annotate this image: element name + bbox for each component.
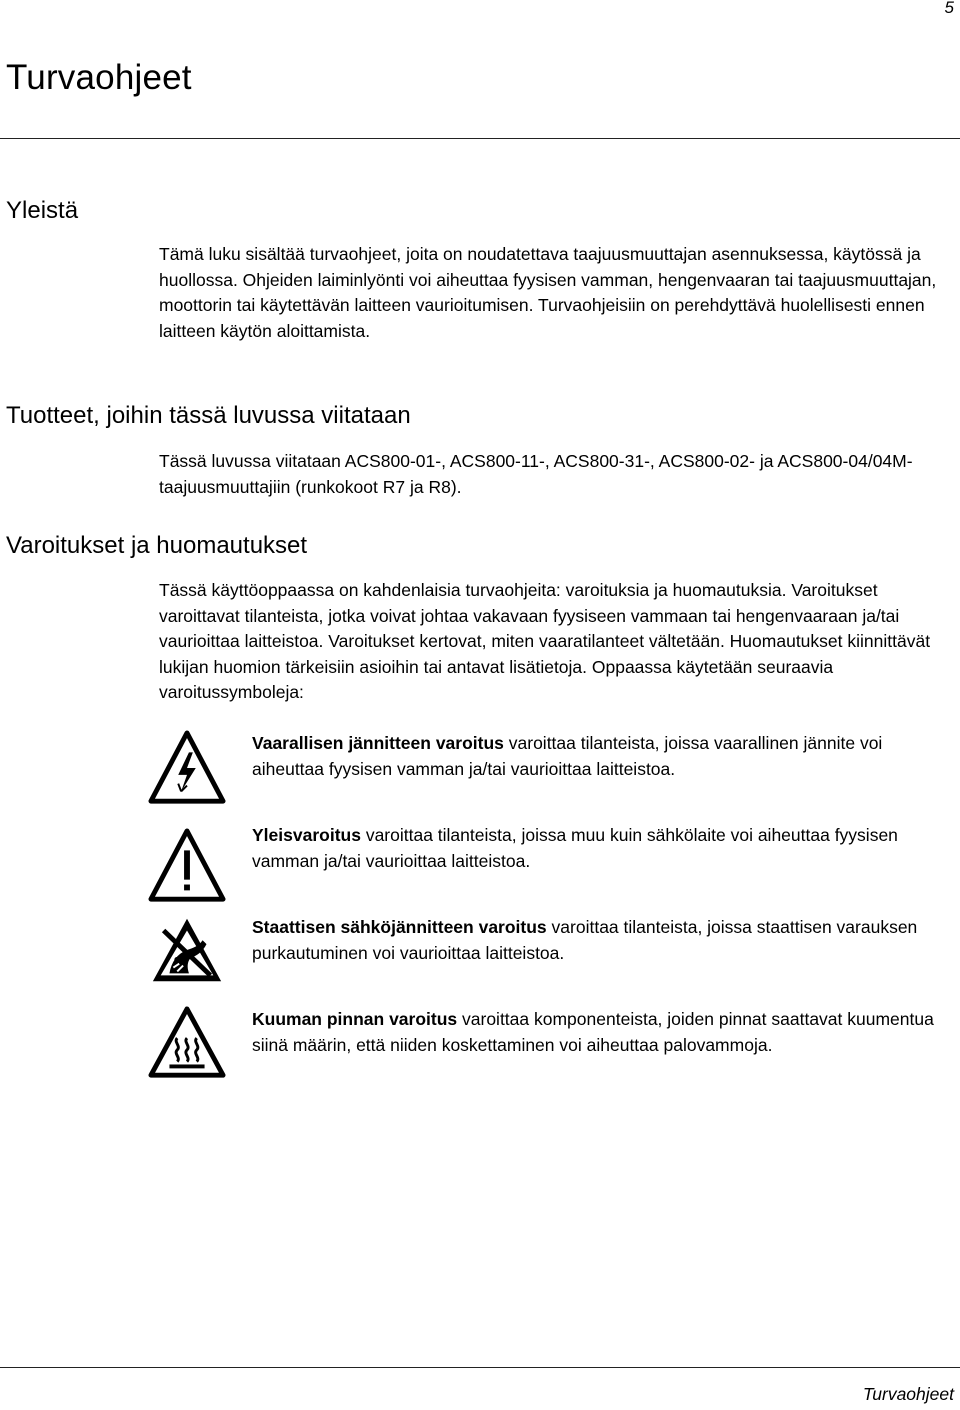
general-warning-icon (148, 827, 226, 905)
footer-divider (0, 1367, 960, 1368)
footer-chapter-title: Turvaohjeet (862, 1384, 954, 1404)
warning-text (252, 823, 942, 874)
hot-surface-warning-icon (148, 1005, 226, 1083)
header-divider (0, 138, 960, 139)
warning-title: Yleisvaroitus (252, 825, 361, 845)
section-body-tuotteet: Tässä luvussa viitataan ACS800-01-, ACS800-11-, ACS800-31-, ACS800-02- ja ACS800-04/04M-taajuusmuuttajiin (runkokoot R7 ja R8). (159, 451, 913, 497)
section-heading-yleista: Yleistä (6, 197, 79, 224)
high-voltage-warning-icon (148, 729, 226, 807)
warning-text (252, 1007, 942, 1058)
section-body-yleista: Tämä luku sisältää turvaohjeet, joita on noudatettava taajuusmuuttajan asennuksessa, käytössä ja huollossa. Ohjeiden laiminlyönti voi aiheuttaa fyysisen vamman, hengenvaaran tai taajuusmuuttajan, moottorin tai käytettävän laitteen vaurioitumisen. Turvaohjeisiin on perehdyttävä huolellisesti ennen laitteen käytön aloittamista. (159, 244, 937, 341)
warning-title: Staattisen sähköjännitteen varoitus (252, 917, 547, 937)
warning-description: varoittaa komponenteista, joiden pinnat saattavat kuumentua siinä määrin, että niiden koskettaminen voi aiheuttaa palovammoja. (252, 1009, 934, 1055)
warning-description: varoittaa tilanteista, joissa vaarallinen jännite voi aiheuttaa fyysisen vamman ja/tai vaurioittaa laitteistoa. (252, 733, 883, 779)
section-heading-varoitukset: Varoitukset ja huomautukset (6, 532, 308, 559)
chapter-title: Turvaohjeet (6, 58, 192, 97)
warning-text (252, 731, 942, 782)
section-body-varoitukset: Tässä käyttöoppaassa on kahdenlaisia turvaohjeita: varoituksia ja huomautuksia. Varoitukset varoittavat tilanteista, jotka voivat johtaa vakavaan fyysiseen vammaan tai hengenvaaraan ja/tai vaurioittaa laitteistoa. Varoitukset kertovat, miten vaaratilanteet vältetään. Huomautukset kiinnittävät lukijan huomion tärkeisiin asioihin tai antavat lisätietoja. Oppaassa käytetään seuraavia varoitussymboleja: (159, 580, 931, 702)
page-number: 5 (944, 0, 954, 17)
section-heading-tuotteet: Tuotteet, joihin tässä luvussa viitataan (6, 402, 411, 429)
warning-description: varoittaa tilanteista, joissa muu kuin sähkölaite voi aiheuttaa fyysisen vamman ja/tai vaurioittaa laitteistoa. (252, 825, 898, 871)
warning-title: Kuuman pinnan varoitus (252, 1009, 458, 1029)
warning-description: varoittaa tilanteista, joissa staattisen varauksen purkautuminen voi vaurioittaa laitteistoa. (252, 917, 918, 963)
warning-title: Vaarallisen jännitteen varoitus (252, 733, 504, 753)
warning-text (252, 915, 942, 966)
electrostatic-discharge-warning-icon (148, 911, 226, 989)
